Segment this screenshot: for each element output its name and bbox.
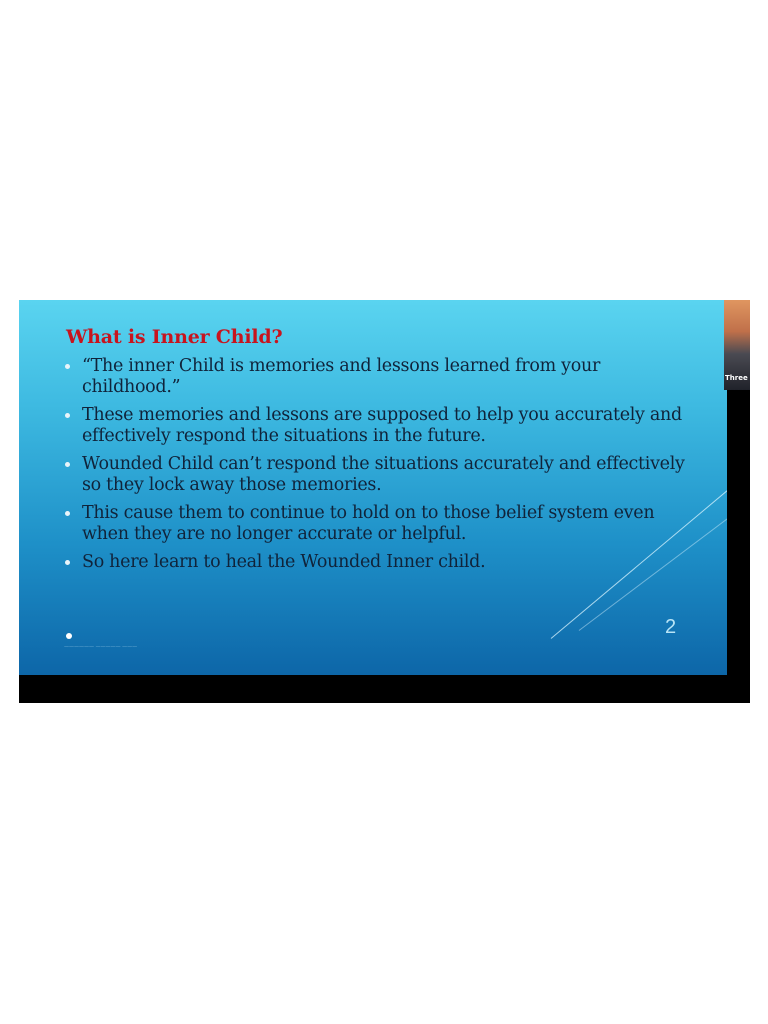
bullet-item: These memories and lessons are supposed to help you accurately and effectively respond the situations in the future. — [63, 405, 693, 447]
slide-number: 2 — [665, 616, 677, 638]
empty-bullet-dot — [66, 633, 72, 639]
bullet-item: This cause them to continue to hold on to those belief system even when they are no longer accurate or helpful. — [63, 503, 693, 545]
participant-name-label: Three — [725, 374, 748, 382]
screen-share-frame — [19, 300, 750, 703]
bullet-list — [63, 356, 693, 580]
presentation-slide — [19, 300, 727, 675]
slide-footer-text: —————— ————— ——— — [64, 644, 138, 650]
bullet-item: So here learn to heal the Wounded Inner child. — [63, 552, 693, 573]
slide-title: What is Inner Child? — [66, 326, 283, 348]
bullet-item: Wounded Child can’t respond the situations accurately and effectively so they lock away those memories. — [63, 454, 693, 496]
bullet-item: “The inner Child is memories and lessons learned from your childhood.” — [63, 356, 693, 398]
participant-video-thumbnail[interactable] — [724, 300, 750, 390]
